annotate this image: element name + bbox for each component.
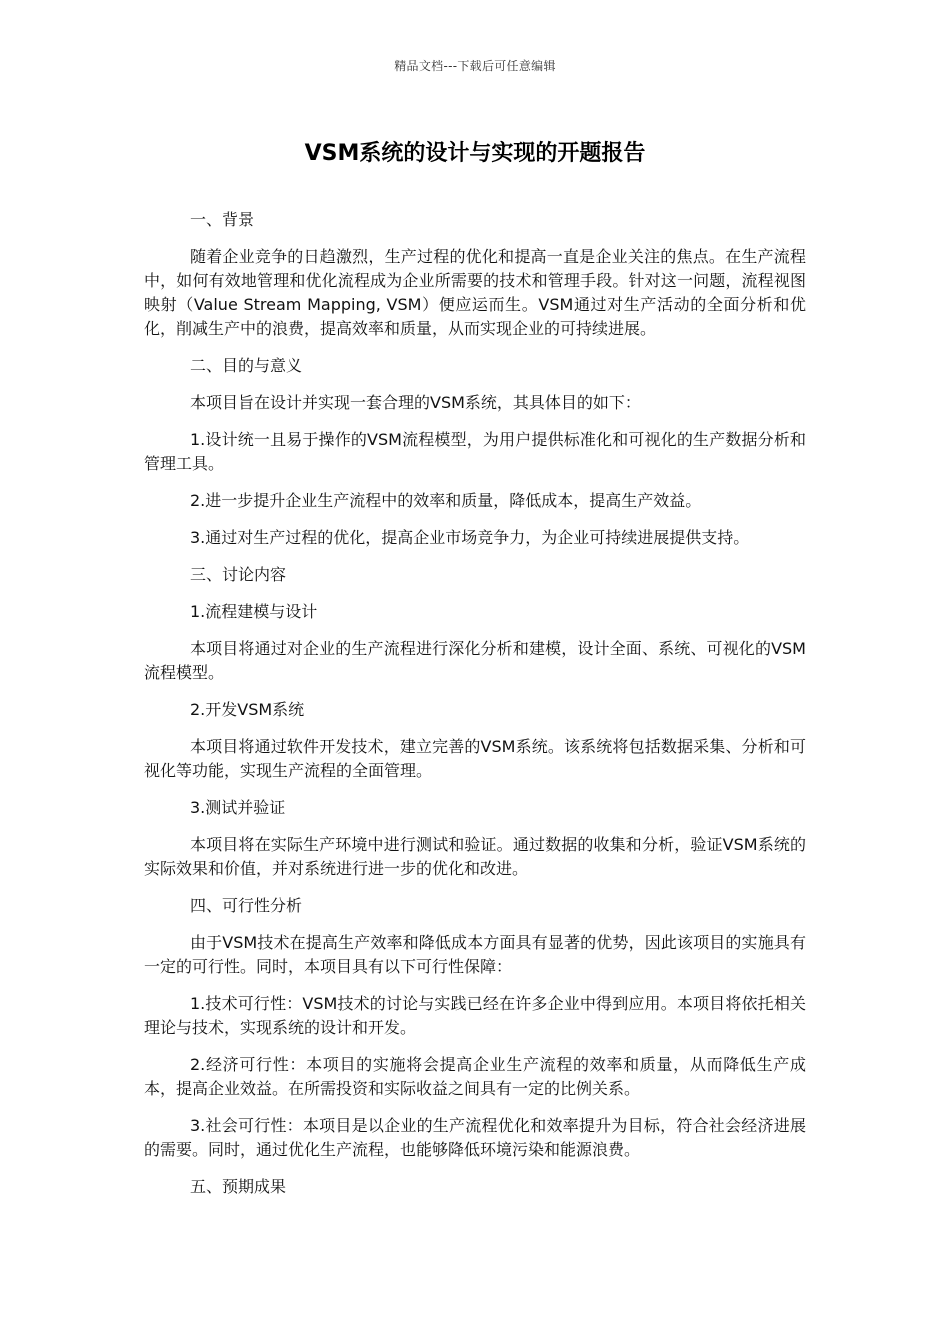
paragraph: 本项目将通过软件开发技术，建立完善的VSM系统。该系统将包括数据采集、分析和可视化等功能，实现生产流程的全面管理。: [144, 737, 806, 780]
section-heading: 三、讨论内容: [190, 565, 287, 584]
list-item: 2.经济可行性：本项目的实施将会提高企业生产流程的效率和质量，从而降低生产成本，提高企业效益。在所需投资和实际收益之间具有一定的比例关系。: [144, 1055, 806, 1098]
section-heading: 二、目的与意义: [190, 356, 303, 375]
paragraph: 本项目将通过对企业的生产流程进行深化分析和建模，设计全面、系统、可视化的VSM流程模型。: [144, 639, 806, 682]
subsection-heading: 2.开发VSM系统: [190, 700, 305, 719]
section-heading: 五、预期成果: [190, 1177, 287, 1196]
paragraph: 本项目旨在设计并实现一套合理的VSM系统，其具体目的如下：: [190, 393, 641, 412]
paragraph: 随着企业竞争的日趋激烈，生产过程的优化和提高一直是企业关注的焦点。在生产流程中，如何有效地管理和优化流程成为企业所需要的技术和管理手段。针对这一问题，流程视图映射（Value Stream Mapping, VSM）便应运而生。VSM通过对生产活动的全面分析和优化，削减生产中的浪费，提高效率和质量，从而实现企业的可持续进展。: [144, 247, 806, 338]
paragraph: 本项目将在实际生产环境中进行测试和验证。通过数据的收集和分析，验证VSM系统的实际效果和价值，并对系统进行进一步的优化和改进。: [144, 835, 806, 878]
document-body: [144, 208, 806, 1212]
list-item: 1.技术可行性：VSM技术的讨论与实践已经在许多企业中得到应用。本项目将依托相关理论与技术，实现系统的设计和开发。: [144, 994, 806, 1037]
header-note: 精品文档---下载后可任意编辑: [394, 59, 556, 73]
list-item: 1.设计统一且易于操作的VSM流程模型，为用户提供标准化和可视化的生产数据分析和管理工具。: [144, 430, 806, 473]
section-heading: 四、可行性分析: [190, 896, 303, 915]
list-item: 3.通过对生产过程的优化，提高企业市场竞争力，为企业可持续进展提供支持。: [190, 528, 750, 547]
list-item: 2.进一步提升企业生产流程中的效率和质量，降低成本，提高生产效益。: [190, 491, 702, 510]
document-title: VSM系统的设计与实现的开题报告: [304, 141, 646, 166]
subsection-heading: 3.测试并验证: [190, 798, 286, 817]
section-heading: 一、背景: [190, 210, 255, 229]
subsection-heading: 1.流程建模与设计: [190, 602, 318, 621]
paragraph: 由于VSM技术在提高生产效率和降低成本方面具有显著的优势，因此该项目的实施具有一定的可行性。同时，本项目具有以下可行性保障：: [144, 933, 806, 976]
list-item: 3.社会可行性：本项目是以企业的生产流程优化和效率提升为目标，符合社会经济进展的需要。同时，通过优化生产流程，也能够降低环境污染和能源浪费。: [144, 1116, 806, 1159]
